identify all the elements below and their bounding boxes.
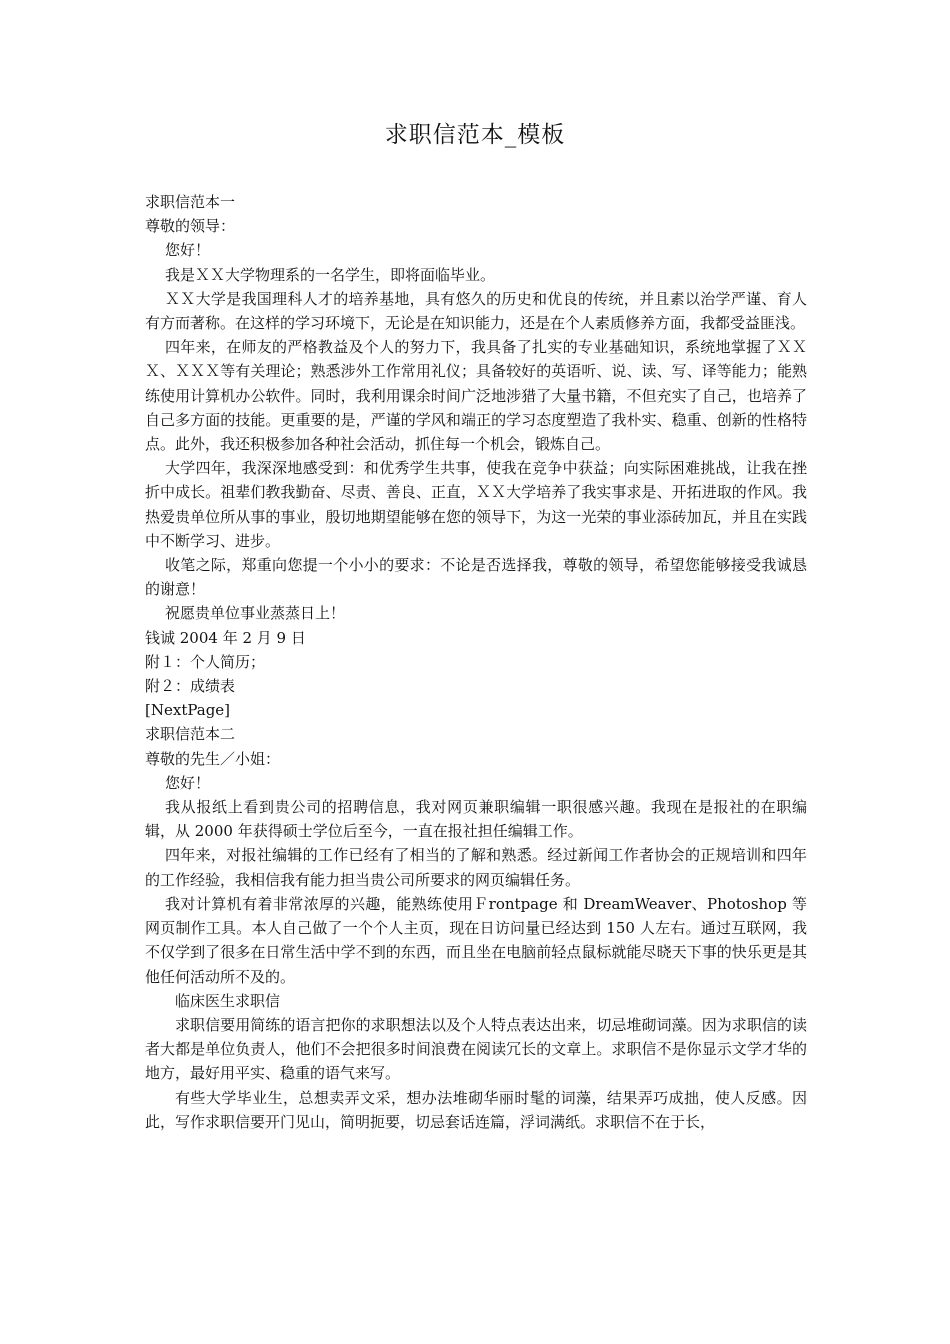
body-paragraph: 求职信要用简练的语言把你的求职想法以及个人特点表达出来，切忌堆砌词藻。因为求职信的读者大都是单位负责人，他们不会把很多时间浪费在阅读冗长的文章上。求职信不是你显示文学才华的地方，最好用平实、稳重的语气来写。 <box>145 1015 807 1083</box>
body-paragraph: 有些大学毕业生，总想卖弄文采，想办法堆砌华丽时髦的词藻，结果弄巧成拙，使人反感。因此，写作求职信要开门见山，简明扼要，切忌套话连篇，浮词满纸。求职信不在于长， <box>145 1088 807 1131</box>
signature-date: 钱诚 2004 年 2 月 9 日 <box>145 628 306 647</box>
body-paragraph: 四年来，在师友的严格教益及个人的努力下，我具备了扎实的专业基础知识，系统地掌握了ＸＸＸ、ＸＸＸ等有关理论；熟悉涉外工作常用礼仪；具备较好的英语听、说、读、写、译等能力；能熟练使用计算机办公软件。同时，我利用课余时间广泛地涉猎了大量书籍，不但充实了自己，也培养了自己多方面的技能。更重要的是，严谨的学风和端正的学习态度塑造了我朴实、稳重、创新的性格特点。此外，我还积极参加各种社会活动，抓住每一个机会，锻炼自己。 <box>145 338 807 454</box>
body-paragraph: 我是ＸＸ大学物理系的一名学生，即将面临毕业。 <box>165 265 496 284</box>
section-heading: 临床医生求职信 <box>175 991 281 1010</box>
body-paragraph: 我对计算机有着非常浓厚的兴趣，能熟练使用Ｆrontpage 和 DreamWeaver、Photoshop 等网页制作工具。本人自己做了一个个人主页，现在日访问量已经达到 150 人左右。通过互联网，我不仅学到了很多在日常生活中学不到的东西，而且坐在电脑前轻点鼠标就能尽晓天下事的快乐更是其他任何活动所不及的。 <box>145 894 807 986</box>
section-heading: 求职信范本一 <box>145 193 236 211</box>
body-paragraph: 四年来，对报社编辑的工作已经有了相当的了解和熟悉。经过新闻工作者协会的正规培训和四年的工作经验，我相信我有能力担当贵公司所要求的网页编辑任务。 <box>145 846 807 889</box>
body-paragraph: ＸＸ大学是我国理科人才的培养基地，具有悠久的历史和优良的传统，并且素以治学严谨、育人有方而著称。在这样的学习环境下，无论是在知识能力，还是在个人素质修养方面，我都受益匪浅。 <box>145 289 807 333</box>
document-body <box>145 190 807 1134</box>
greeting: 您好！ <box>165 241 211 260</box>
body-paragraph: 大学四年，我深深地感受到：和优秀学生共事，使我在竞争中获益；向实际困难挑战，让我在挫折中成长。祖辈们教我勤奋、尽责、善良、正直，ＸＸ大学培养了我实事求是、开拓进取的作风。我热爱贵单位所从事的事业，殷切地期望能够在您的领导下，为这一光荣的事业添砖加瓦，并且在实践中不断学习、进步。 <box>145 459 807 550</box>
body-paragraph: 收笔之际，郑重向您提一个小小的要求：不论是否选择我，尊敬的领导，希望您能够接受我诚恳的谢意！ <box>145 556 807 599</box>
attachment-line: 附２：成绩表 <box>145 677 236 696</box>
section-heading: 求职信范本二 <box>145 725 236 744</box>
salutation: 尊敬的领导： <box>145 217 236 236</box>
greeting: 您好！ <box>165 773 211 792</box>
body-paragraph: 我从报纸上看到贵公司的招聘信息，我对网页兼职编辑一职很感兴趣。我现在是报社的在职编辑，从 2000 年获得硕士学位后至今，一直在报社担任编辑工作。 <box>145 798 807 841</box>
salutation: 尊敬的先生／小姐： <box>145 749 281 768</box>
attachment-line: 附１：个人简历； <box>145 652 266 671</box>
page-break-marker: [NextPage] <box>145 701 231 720</box>
document-title: 求职信范本_模板 <box>384 122 566 148</box>
closing-wish: 祝愿贵单位事业蒸蒸日上！ <box>165 604 346 623</box>
